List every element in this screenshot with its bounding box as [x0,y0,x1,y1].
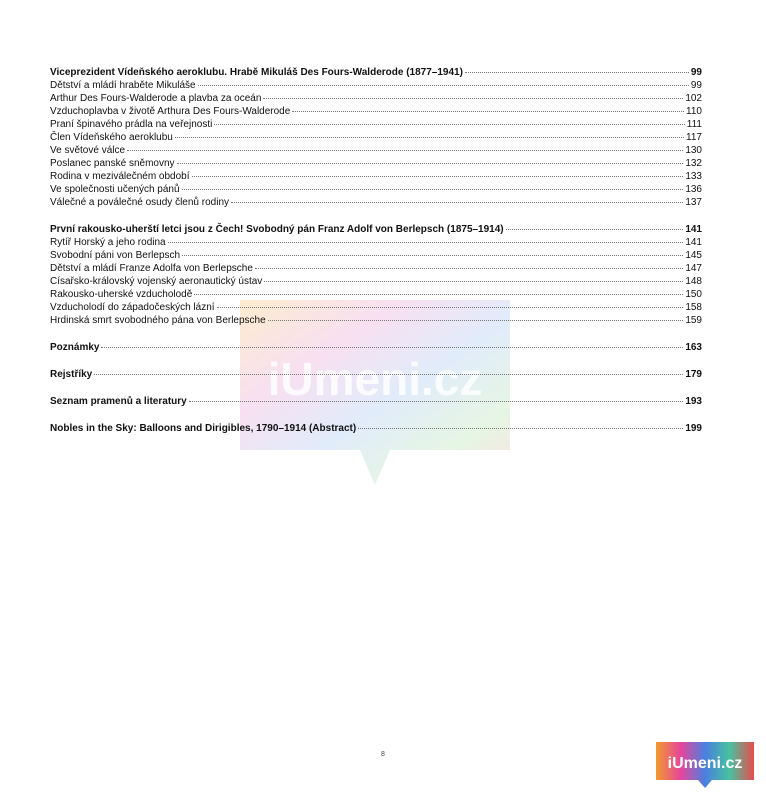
entry-title: Viceprezident Vídeňského aeroklubu. Hrabě Mikuláš Des Fours-Walderode (1877–1941) [50,67,463,78]
entry-page: 179 [685,369,702,380]
entry-title: Seznam pramenů a literatury [50,396,187,407]
entry-title: První rakousko-uherští letci jsou z Čech! Svobodný pán Franz Adolf von Berlepsch (1875–1914) [50,224,504,235]
dot-leader [264,281,683,282]
entry-page: 141 [685,224,702,235]
dot-leader [94,374,683,375]
entry-page: 163 [685,342,702,353]
entry-page: 136 [685,184,702,195]
toc-entry-notes[interactable] [50,341,702,354]
entry-title: Ve společnosti učených pánů [50,184,180,195]
iumeni-logo [656,742,754,788]
dot-leader [255,268,683,269]
toc-entry[interactable] [50,314,702,327]
entry-title: Rejstříky [50,369,93,380]
entry-page: 132 [685,158,702,169]
entry-page: 145 [685,250,702,261]
toc-section-1 [50,66,702,209]
toc-entry[interactable] [50,262,702,275]
toc-entry-index[interactable] [50,368,702,381]
dot-leader [358,428,683,429]
entry-page: 130 [685,145,702,156]
entry-page: 137 [685,197,702,208]
entry-page: 117 [686,132,702,143]
entry-page: 199 [685,423,702,434]
entry-page: 148 [685,276,702,287]
entry-page: 141 [685,237,702,248]
toc-main-entry[interactable] [50,66,702,79]
dot-leader [263,98,683,99]
entry-title: Praní špinavého prádla na veřejnosti [50,119,213,130]
entry-page: 158 [685,302,702,313]
dot-leader [231,202,683,203]
dot-leader [182,255,683,256]
dot-leader [198,85,689,86]
logo-text: iUmeni.cz [667,755,743,772]
dot-leader [168,242,684,243]
entry-title: Člen Vídeňského aeroklubu [50,132,173,143]
entry-title: Hrdinská smrt svobodného pána von Berlepsche [50,315,266,326]
toc-entry[interactable] [50,249,702,262]
dot-leader [268,320,684,321]
entry-title: Svobodní páni von Berlepsch [50,250,181,261]
toc-entry[interactable] [50,183,702,196]
entry-page: 150 [685,289,702,300]
entry-page: 111 [686,119,702,130]
toc-entry-abstract[interactable] [50,422,702,435]
dot-leader [192,176,684,177]
entry-title: Rodina v meziválečném období [50,171,190,182]
toc-entry[interactable] [50,288,702,301]
entry-title: Poslanec panské sněmovny [50,158,175,169]
toc-entry[interactable] [50,170,702,183]
toc-entry[interactable] [50,105,702,118]
toc-entry[interactable] [50,144,702,157]
toc-entry[interactable] [50,79,702,92]
dot-leader [182,189,684,190]
dot-leader [214,124,684,125]
dot-leader [189,401,684,402]
entry-title: Vzduchoplavba v životě Arthura Des Fours-Walderode [50,106,291,117]
toc-entry[interactable] [50,301,702,314]
entry-title: Ve světové válce [50,145,126,156]
page-number: 8 [381,751,385,758]
entry-page: 99 [690,80,702,91]
entry-title: Poznámky [50,342,100,353]
entry-page: 193 [685,396,702,407]
entry-title: Vzducholodí do západočeských lázní [50,302,215,313]
entry-title: Císařsko-královský vojenský aeronautický ústav [50,276,263,287]
dot-leader [217,307,684,308]
toc-main-entry[interactable] [50,223,702,236]
toc-entry-sources[interactable] [50,395,702,408]
toc-entry[interactable] [50,275,702,288]
entry-page: 102 [685,93,702,104]
toc-entry[interactable] [50,196,702,209]
entry-title: Válečné a poválečné osudy členů rodiny [50,197,230,208]
toc-entry[interactable] [50,131,702,144]
entry-title: Nobles in the Sky: Balloons and Dirigibles, 1790–1914 (Abstract) [50,423,357,434]
dot-leader [292,111,684,112]
entry-page: 99 [690,67,702,78]
entry-title: Rakousko-uherské vzducholodě [50,289,193,300]
toc-entry[interactable] [50,157,702,170]
toc-entry[interactable] [50,118,702,131]
toc-entry[interactable] [50,92,702,105]
dot-leader [101,347,683,348]
dot-leader [194,294,683,295]
entry-page: 133 [685,171,702,182]
entry-title: Rytíř Horský a jeho rodina [50,237,166,248]
dot-leader [175,137,684,138]
entry-title: Arthur Des Fours-Walderode a plavba za oceán [50,93,262,104]
dot-leader [177,163,684,164]
entry-title: Dětství a mládí Franze Adolfa von Berlepsche [50,263,253,274]
table-of-contents [50,66,702,449]
entry-page: 147 [685,263,702,274]
entry-page: 159 [685,315,702,326]
dot-leader [506,229,684,230]
entry-page: 110 [686,106,702,117]
entry-title: Dětství a mládí hraběte Mikuláše [50,80,196,91]
dot-leader [127,150,683,151]
toc-entry[interactable] [50,236,702,249]
watermark-text: iUmeni.cz [267,353,483,405]
dot-leader [465,72,689,73]
toc-section-2 [50,223,702,327]
